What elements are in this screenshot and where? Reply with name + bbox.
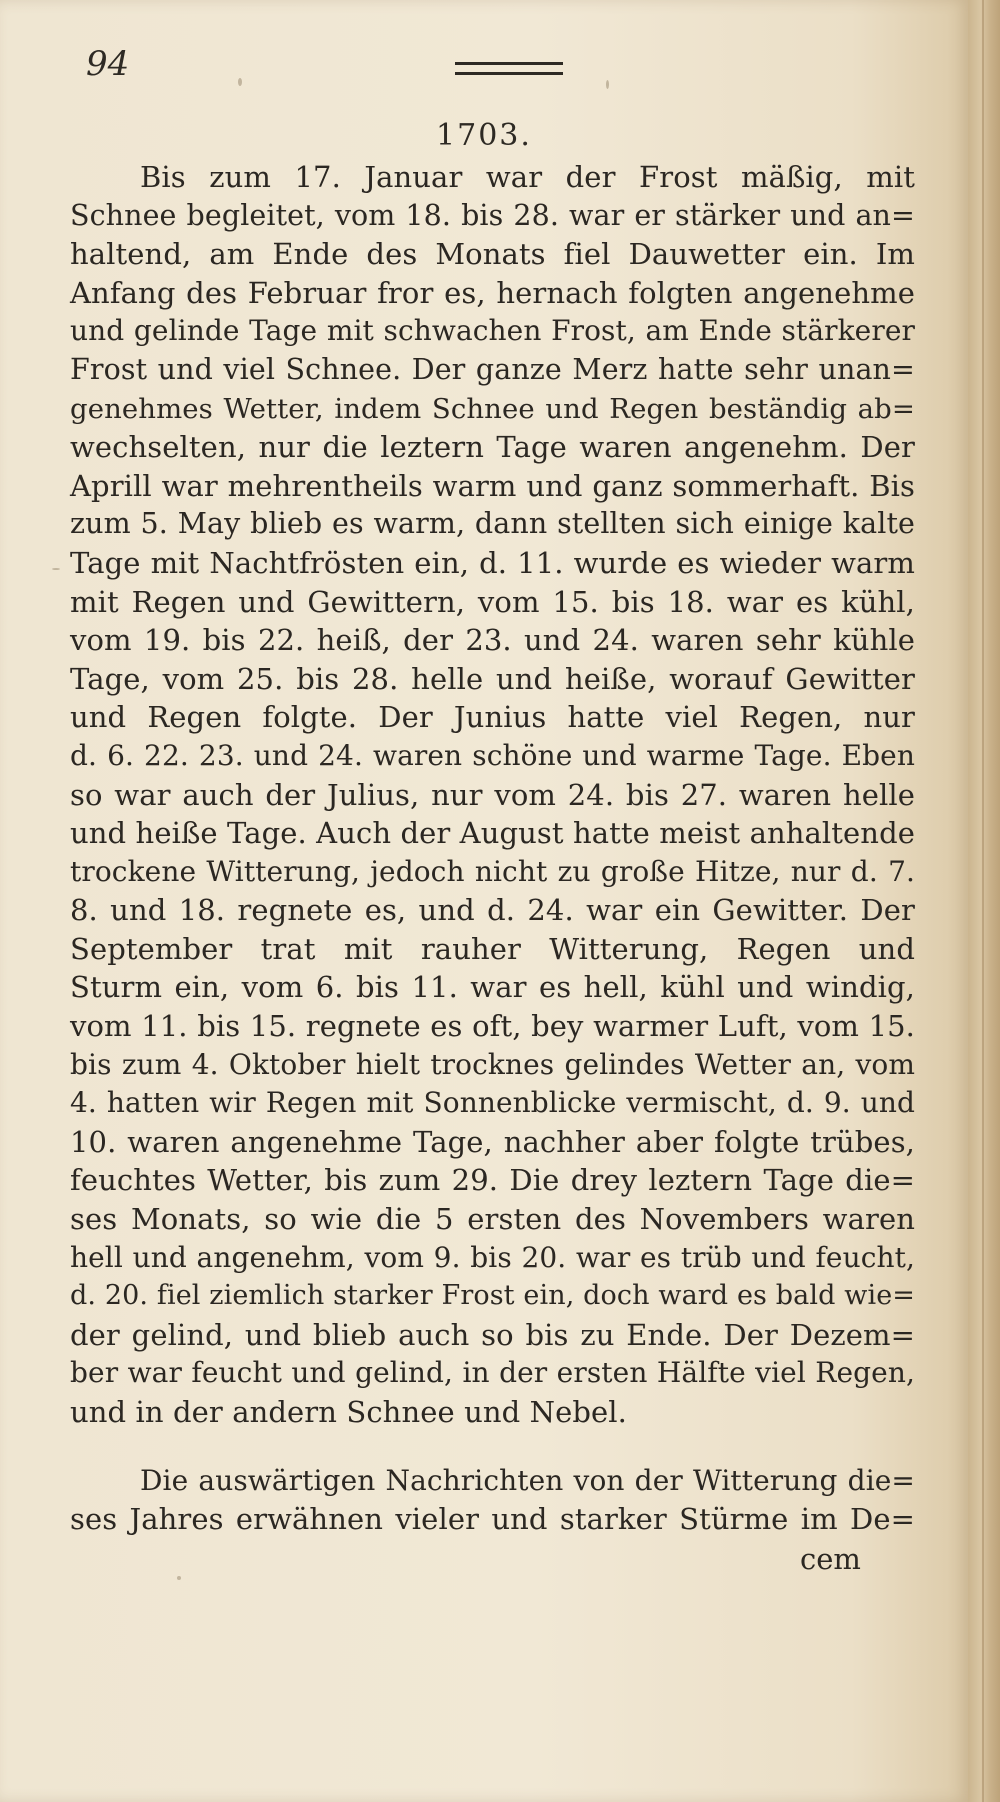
text-line: Bis zum 17. Januar war der Frost mäßig, mit xyxy=(140,160,915,194)
text-line: Tage mit Nachtfrösten ein, d. 11. wurde es wieder warm xyxy=(70,545,915,580)
text-line: und heiße Tage. Auch der August hatte meist anhaltende xyxy=(70,816,915,851)
text-line: haltend, am Ende des Monats fiel Dauwetter ein. Im xyxy=(70,237,915,272)
text-line: September trat mit rauher Witterung, Regen und xyxy=(70,931,915,966)
text-line: 10. waren angenehme Tage, nachher aber folgte trübes, xyxy=(70,1124,915,1159)
text-line: und in der andern Schnee und Nebel. xyxy=(70,1395,627,1429)
text-line: feuchtes Wetter, bis zum 29. Die drey leztern Tage die= xyxy=(70,1163,915,1198)
page-edge-line xyxy=(982,0,984,1802)
text-line: Schnee begleitet, vom 18. bis 28. war er stärker und an= xyxy=(70,198,915,232)
paper-speck xyxy=(606,80,609,89)
text-line: vom 19. bis 22. heiß, der 23. und 24. waren sehr kühle xyxy=(70,623,915,658)
text-line: der gelind, und blieb auch so bis zu Ende. Der Dezem= xyxy=(70,1317,915,1352)
text-line: ses Jahres erwähnen vieler und starker Stürme im De= xyxy=(70,1502,915,1537)
text-line: Anfang des Februar fror es, hernach folgten angenehme xyxy=(70,275,915,310)
text-line: Aprill war mehrentheils warm und ganz sommerhaft. Bis xyxy=(70,468,915,503)
text-line: Sturm ein, vom 6. bis 11. war es hell, kühl und windig, xyxy=(70,970,915,1005)
text-line: genehmes Wetter, indem Schnee und Regen beständig ab= xyxy=(70,392,915,425)
text-line: trockene Witterung, jedoch nicht zu große Hitze, nur d. 7. xyxy=(70,854,915,888)
page-number: 94 xyxy=(86,44,130,84)
text-line: ber war feucht und gelind, in der ersten Hälfte viel Regen, xyxy=(70,1356,915,1390)
text-line: und Regen folgte. Der Junius hatte viel Regen, nur xyxy=(70,700,915,735)
text-line: hell und angenehm, vom 9. bis 20. war es trüb und feucht, xyxy=(70,1240,915,1274)
body-text xyxy=(70,158,915,1539)
text-line: ses Monats, so wie die 5 ersten des Novembers waren xyxy=(70,1202,915,1237)
text-line: Die auswärtigen Nachrichten von der Witterung die= xyxy=(140,1463,915,1497)
paragraph-gap xyxy=(70,1432,915,1462)
catchword: cem xyxy=(800,1542,861,1576)
text-line: zum 5. May blieb es warm, dann stellten sich einige kalte xyxy=(70,507,915,541)
text-line: vom 11. bis 15. regnete es oft, bey warmer Luft, vom 15. xyxy=(70,1009,915,1044)
text-line: wechselten, nur die leztern Tage waren angenehm. Der xyxy=(70,430,915,465)
text-line: bis zum 4. Oktober hielt trocknes gelindes Wetter an, vom xyxy=(70,1047,915,1081)
text-line: d. 6. 22. 23. und 24. waren schöne und warme Tage. Eben xyxy=(70,738,915,772)
section-year: 1703. xyxy=(436,118,532,153)
text-line: mit Regen und Gewittern, vom 15. bis 18. war es kühl, xyxy=(70,584,915,619)
paper-speck xyxy=(238,78,242,86)
page-edge xyxy=(968,0,1000,1802)
text-line: so war auch der Julius, nur vom 24. bis 27. waren helle xyxy=(70,777,915,812)
text-line: Frost und viel Schnee. Der ganze Merz hatte sehr unan= xyxy=(70,352,915,386)
header-rule xyxy=(455,62,563,75)
paper-speck xyxy=(177,1576,181,1580)
text-line: 4. hatten wir Regen mit Sonnenblicke vermischt, d. 9. und xyxy=(70,1086,915,1120)
text-line: 8. und 18. regnete es, und d. 24. war ein Gewitter. Der xyxy=(70,893,915,928)
text-line: Tage, vom 25. bis 28. helle und heiße, worauf Gewitter xyxy=(70,661,915,696)
text-line: und gelinde Tage mit schwachen Frost, am Ende stärkerer xyxy=(70,314,915,348)
paper-speck xyxy=(52,568,60,570)
text-line: d. 20. fiel ziemlich starker Frost ein, doch ward es bald wie= xyxy=(70,1280,915,1312)
